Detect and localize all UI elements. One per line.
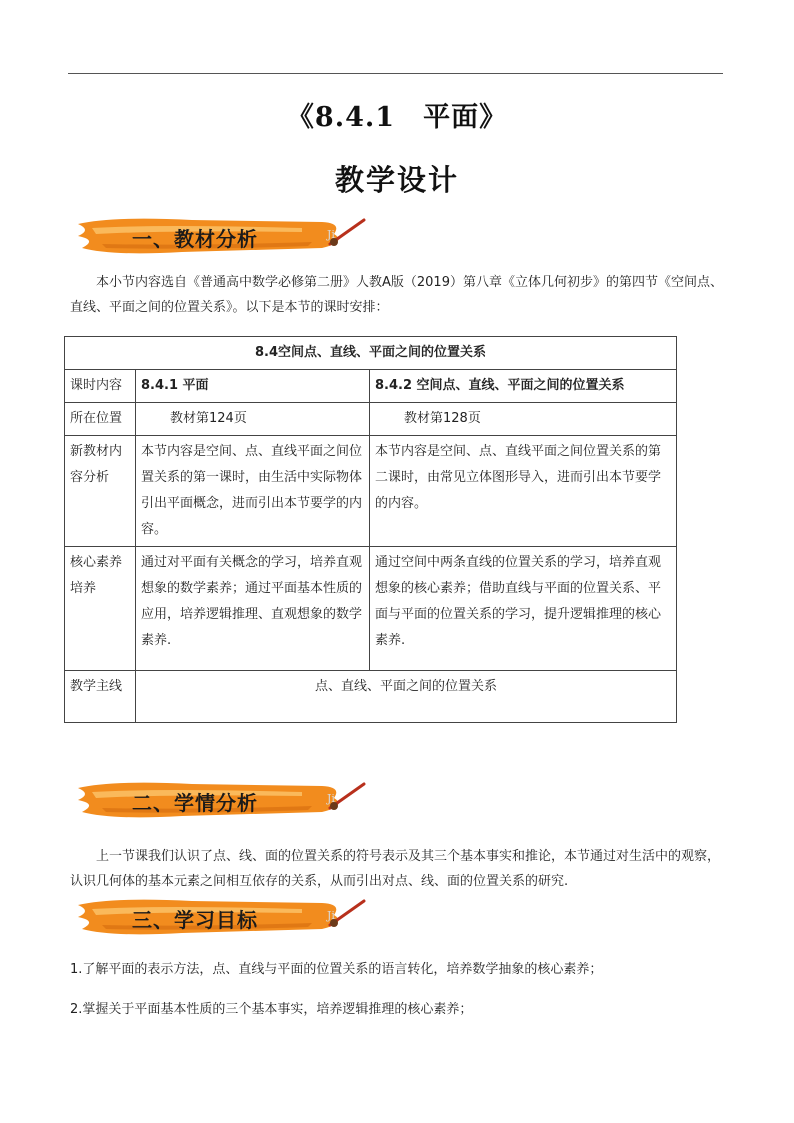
section-banner-2 xyxy=(72,778,372,822)
table-cell: 本节内容是空间、点、直线平面之间位置关系的第二课时，由常见立体图形导入，进而引出本节要学的内容。 xyxy=(370,436,677,547)
student-analysis-paragraph: 上一节课我们认识了点、线、面的位置关系的符号表示及其三个基本事实和推论，本节通过对生活中的观察，认识几何体的基本元素之间相互依存的关系，从而引出对点、线、面的位置关系的研究. xyxy=(70,849,721,889)
row-label: 课时内容 xyxy=(65,370,136,403)
table-cell: 教材第128页 xyxy=(370,403,677,436)
row-label: 新教材内容分析 xyxy=(65,436,136,547)
section-banner-1 xyxy=(72,214,372,258)
section-banner-3 xyxy=(72,895,372,939)
table-cell-merged: 点、直线、平面之间的位置关系 xyxy=(136,671,677,723)
svg-text:Ji: Ji xyxy=(327,228,335,241)
goal-item: 2.掌握关于平面基本性质的三个基本事实，培养逻辑推理的核心素养； xyxy=(70,1002,473,1017)
header-rule xyxy=(68,73,723,74)
section-title-textbook-analysis: 一、教材分析 xyxy=(132,227,258,251)
table-cell: 教材第124页 xyxy=(136,403,370,436)
table-row xyxy=(65,671,677,723)
row-label: 教学主线 xyxy=(65,671,136,723)
lesson-schedule-table xyxy=(64,336,677,723)
table-cell: 本节内容是空间、点、直线平面之间位置关系的第一课时，由生活中实际物体引出平面概念，进而引出本节要学的内容。 xyxy=(136,436,370,547)
table-cell: 通过空间中两条直线的位置关系的学习，培养直观想象的核心素养；借助直线与平面的位置关系、平面与平面的位置关系的学习，提升逻辑推理的核心素养. xyxy=(370,547,677,671)
table-cell: 通过对平面有关概念的学习，培养直观想象的数学素养；通过平面基本性质的应用，培养逻辑推理、直观想象的数学素养. xyxy=(136,547,370,671)
row-label: 所在位置 xyxy=(65,403,136,436)
table-header: 8.4空间点、直线、平面之间的位置关系 xyxy=(65,337,677,370)
table-cell: 8.4.1 平面 xyxy=(136,370,370,403)
document-subtitle: 教学设计 xyxy=(334,163,459,197)
table-row xyxy=(65,403,677,436)
document-title: 《8.4.1 平面》 xyxy=(286,102,508,133)
section-title-learning-goals: 三、学习目标 xyxy=(132,908,258,932)
section-title-student-analysis: 二、学情分析 xyxy=(132,791,258,815)
table-row xyxy=(65,370,677,403)
svg-text:Ji: Ji xyxy=(327,909,335,922)
goal-item: 1.了解平面的表示方法，点、直线与平面的位置关系的语言转化，培养数学抽象的核心素养； xyxy=(70,962,603,977)
table-cell: 8.4.2 空间点、直线、平面之间的位置关系 xyxy=(370,370,677,403)
intro-paragraph: 本小节内容选自《普通高中数学必修第二册》人教A版（2019）第八章《立体几何初步》的第四节《空间点、直线、平面之间的位置关系》。以下是本节的课时安排： xyxy=(70,275,723,315)
svg-text:Ji: Ji xyxy=(327,792,335,805)
row-label: 核心素养培养 xyxy=(65,547,136,671)
table-row xyxy=(65,436,677,547)
table-row xyxy=(65,547,677,671)
